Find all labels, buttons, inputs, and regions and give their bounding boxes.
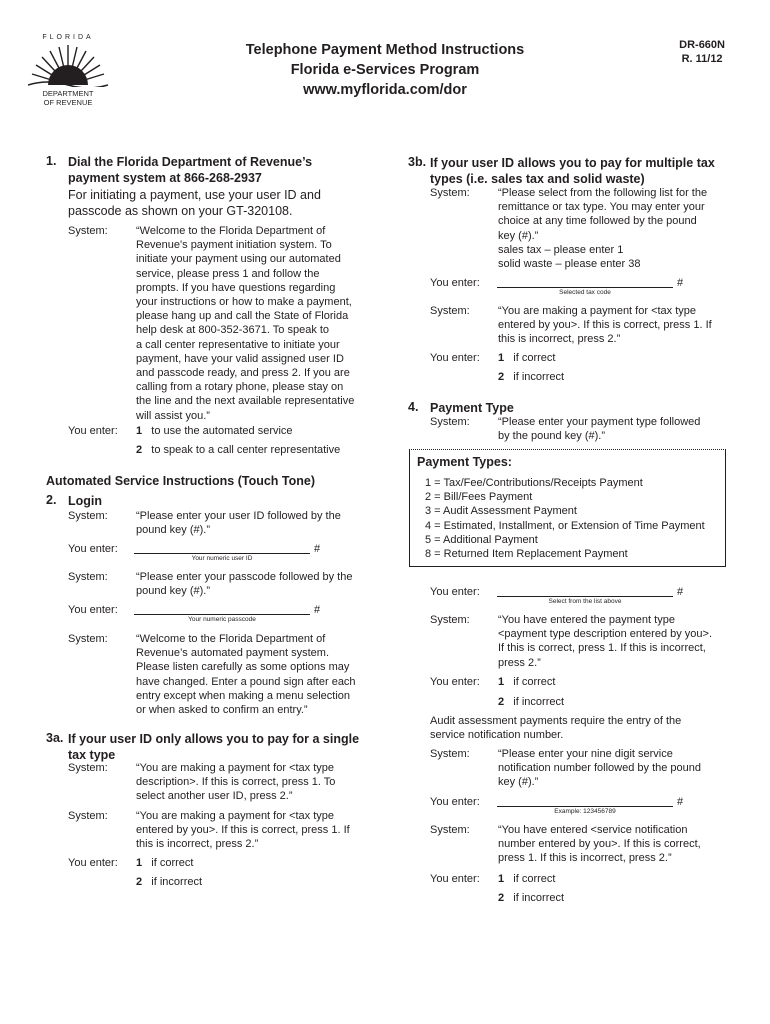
text-line: number entered by you>. If this is correct, [498, 838, 701, 851]
sec3b-number: 3b. [408, 155, 427, 169]
option-key: 1 [498, 352, 505, 364]
text-line: key (#).” [498, 776, 539, 789]
you-enter-label: You enter: [430, 796, 480, 808]
you-enter-label: You enter: [430, 586, 480, 598]
sec3a-option-1 [136, 856, 193, 870]
sec4-heading: Payment Type [430, 401, 514, 415]
option-key: 2 [498, 696, 505, 708]
option-key: 1 [498, 873, 505, 885]
sec1-heading-l1: Dial the Florida Department of Revenue’s [68, 155, 313, 169]
sec2-system-passcode [136, 570, 352, 598]
page-title: Telephone Payment Method Instructions [245, 42, 525, 58]
sec1-intro-l1: For initiating a payment, use your user ID and [68, 188, 321, 202]
text-line: select another user ID, press 2.” [136, 790, 293, 803]
form-number: DR-660N [679, 39, 725, 51]
sec1-number: 1. [46, 154, 57, 168]
sec3b-system-message-2 [498, 304, 712, 347]
text-line: will assist you.” [136, 409, 210, 422]
option-text: if correct [513, 352, 556, 364]
text-line: <payment type description entered by you>. [498, 628, 713, 641]
sec4-option-4 [498, 891, 564, 905]
sec4-system-message-4 [498, 823, 701, 866]
service-number-entry-line [497, 806, 673, 807]
text-line: this is incorrect, press 2.” [498, 333, 621, 346]
pound-sign: # [314, 543, 321, 555]
list-item: 3 = Audit Assessment Payment [425, 505, 577, 518]
text-line: pound key (#).” [136, 524, 210, 537]
text-line: “Please select from the following list for the [498, 187, 708, 199]
sec2-system-userid [136, 509, 341, 537]
program-name: Florida e-Services Program [290, 62, 480, 78]
text-line: sales tax – please enter 1 [498, 243, 624, 256]
text-line: “Please enter your passcode followed by the [136, 571, 353, 583]
option-text: if incorrect [513, 696, 565, 708]
sec1-intro-l2: passcode as shown on your GT-320108. [68, 204, 293, 218]
system-label: System: [68, 633, 108, 645]
sec4-option-3 [498, 872, 555, 886]
you-enter-label: You enter: [68, 543, 118, 555]
text-line: help desk at 800-352-3671. To speak to [136, 324, 330, 337]
text-line: press 2.” [498, 656, 541, 669]
sec2-heading: Login [68, 494, 103, 508]
system-label: System: [68, 571, 108, 583]
text-line: entry except when making a menu selection [136, 689, 351, 702]
option-key: 1 [136, 857, 143, 869]
text-line: “Please enter your user ID followed by the [136, 510, 341, 522]
pound-sign: # [314, 604, 321, 616]
website-url: www.myflorida.com/dor [303, 82, 467, 98]
text-line: “You are making a payment for <tax type [498, 305, 697, 317]
payment-types-title: Payment Types: [417, 455, 512, 469]
text-line: please hang up and call the State of Florida [136, 310, 349, 323]
sec3b-heading-l1: If your user ID allows you to pay for multiple tax [430, 156, 715, 170]
list-item: 5 = Additional Payment [425, 533, 538, 546]
you-enter-label: You enter: [430, 352, 480, 364]
sec3b-heading-l2: types (i.e. sales tax and solid waste) [430, 172, 645, 186]
form-revision: R. 11/12 [681, 53, 723, 65]
text-line: choice at any time followed by the pound [498, 215, 697, 228]
system-label: System: [68, 225, 108, 237]
system-label: System: [68, 510, 108, 522]
option-key: 2 [136, 444, 143, 456]
system-label: System: [430, 187, 470, 199]
payment-type-entry-line [497, 596, 673, 597]
text-line: Please listen carefully as some options may [136, 661, 350, 674]
option-text: if incorrect [513, 371, 565, 383]
sec1-system-message [136, 224, 354, 423]
list-item: 2 = Bill/Fees Payment [425, 491, 533, 504]
sec3b-heading [430, 155, 715, 187]
you-enter-label: You enter: [430, 873, 480, 885]
text-line: a call center representative to initiate your [136, 338, 340, 351]
sec3a-system-message-1 [136, 761, 335, 804]
pound-sign: # [677, 586, 684, 598]
you-enter-label: You enter: [430, 277, 480, 289]
text-line: prompts. If you have questions regarding [136, 281, 336, 294]
list-item: 1 = Tax/Fee/Contributions/Receipts Payment [425, 477, 643, 489]
option-key: 1 [136, 425, 143, 437]
pound-sign: # [677, 796, 684, 808]
text-line: key (#).” [498, 229, 539, 242]
automated-service-heading: Automated Service Instructions (Touch Tone) [46, 474, 316, 488]
payment-types-list [425, 476, 705, 561]
passcode-caption: Your numeric passcode [188, 616, 256, 623]
text-line: Audit assessment payments require the entry of the [430, 715, 682, 727]
text-line: “You have entered the payment type [498, 614, 675, 626]
form-id [679, 38, 725, 66]
system-label: System: [430, 824, 470, 836]
text-line: service notification number. [430, 729, 564, 742]
text-line: “Welcome to the Florida Department of [136, 225, 326, 237]
sec3a-heading-l1: If your user ID only allows you to pay for a single [68, 732, 360, 746]
list-item: 4 = Estimated, Installment, or Extension of Time Payment [425, 519, 705, 532]
you-enter-label: You enter: [430, 676, 480, 688]
system-label: System: [430, 614, 470, 626]
text-line: entered by you>. If this is correct, press 1. If [136, 824, 350, 837]
audit-assessment-note [430, 714, 681, 742]
system-label: System: [430, 416, 470, 428]
logo-dept-line1: DEPARTMENT [42, 89, 94, 98]
system-label: System: [430, 748, 470, 760]
sec1-option-1 [136, 424, 293, 438]
sec3b-system-message-1 [498, 186, 707, 271]
text-line: “Please enter your nine digit service [498, 748, 673, 760]
option-key: 2 [498, 892, 505, 904]
sec1-heading [68, 154, 312, 186]
you-enter-label: You enter: [68, 425, 118, 437]
sec1-intro [68, 187, 321, 219]
sec3b-option-1 [498, 351, 555, 365]
sec4-system-message-3 [498, 747, 701, 790]
sec4-option-1 [498, 675, 555, 689]
text-line: by the pound key (#).” [498, 430, 606, 443]
sec3a-option-2 [136, 875, 202, 889]
sec3a-system-message-2 [136, 809, 350, 852]
text-line: have changed. Enter a pound sign after each [136, 675, 356, 688]
text-line: “You are making a payment for <tax type [136, 762, 335, 774]
option-text: if incorrect [151, 876, 203, 888]
text-line: remittance or tax type. You may enter your [498, 201, 705, 214]
text-line: If this is correct, press 1. If this is incorrect, [498, 642, 706, 655]
sec1-heading-l2: payment system at 866-268-2937 [68, 171, 262, 185]
sec2-system-welcome [136, 632, 356, 717]
user-id-entry-line [134, 553, 310, 554]
text-line: “Welcome to the Florida Department of [136, 633, 326, 645]
sec4-system-message-1 [498, 415, 700, 443]
option-text: to use the automated service [151, 425, 293, 437]
sec2-number: 2. [46, 493, 57, 507]
option-key: 1 [498, 676, 505, 688]
option-text: to speak to a call center representative [151, 444, 341, 456]
passcode-entry-line [134, 614, 310, 615]
system-label: System: [68, 762, 108, 774]
text-line: “You have entered <service notification [498, 824, 688, 836]
text-line: notification number followed by the pound [498, 762, 702, 775]
option-text: if correct [513, 676, 556, 688]
option-key: 2 [498, 371, 505, 383]
system-label: System: [68, 810, 108, 822]
user-id-caption: Your numeric user ID [191, 555, 253, 562]
text-line: the line and the next available representative [136, 395, 355, 408]
pound-sign: # [677, 277, 684, 289]
you-enter-label: You enter: [68, 604, 118, 616]
you-enter-label: You enter: [68, 857, 118, 869]
text-line: “You are making a payment for <tax type [136, 810, 335, 822]
sec4-system-message-2 [498, 613, 712, 670]
text-line: this is incorrect, press 2.” [136, 838, 259, 851]
text-line: calling from a rotary phone, please stay on [136, 381, 344, 394]
logo-state: FLORIDA [42, 34, 94, 41]
text-line: entered by you>. If this is correct, press 1. If [498, 319, 712, 332]
text-line: initiate your payment using our automated [136, 253, 341, 266]
tax-code-caption: Selected tax code [559, 289, 611, 296]
text-line: “Please enter your payment type followed [498, 416, 701, 428]
text-line: payment, have your valid assigned user ID [136, 352, 344, 365]
sec3a-number: 3a. [46, 731, 64, 745]
sec4-option-2 [498, 695, 564, 709]
text-line: Revenue’s automated payment system. [136, 647, 330, 660]
option-text: if correct [151, 857, 194, 869]
system-label: System: [430, 305, 470, 317]
sec1-option-2 [136, 443, 340, 457]
service-number-caption: Example: 123456789 [554, 808, 616, 815]
option-text: if incorrect [513, 892, 565, 904]
text-line: solid waste – please enter 38 [498, 258, 641, 271]
logo-dept-line2: OF REVENUE [43, 98, 93, 107]
text-line: service, please press 1 and follow the [136, 267, 320, 280]
sec3b-option-2 [498, 370, 564, 384]
payment-type-caption: Select from the list above [548, 598, 622, 605]
text-line: description>. If this is correct, press 1. To [136, 776, 336, 789]
text-line: or when asked to confirm an entry.” [136, 704, 308, 717]
tax-code-entry-line [497, 287, 673, 288]
list-item: 8 = Returned Item Replacement Payment [425, 548, 628, 561]
option-key: 2 [136, 876, 143, 888]
text-line: press 1. If this is incorrect, press 2.” [498, 852, 672, 865]
payment-types-box [409, 449, 726, 567]
sec4-number: 4. [408, 400, 419, 414]
text-line: Revenue's payment initiation system. To [136, 239, 332, 252]
text-line: and passcode ready, and press 2. If you are [136, 367, 350, 380]
text-line: your instructions or how to make a payment, [136, 296, 352, 309]
option-text: if correct [513, 873, 556, 885]
sec3a-heading-l2: tax type [68, 748, 116, 762]
sec3a-heading [68, 731, 359, 763]
text-line: pound key (#).” [136, 585, 210, 598]
